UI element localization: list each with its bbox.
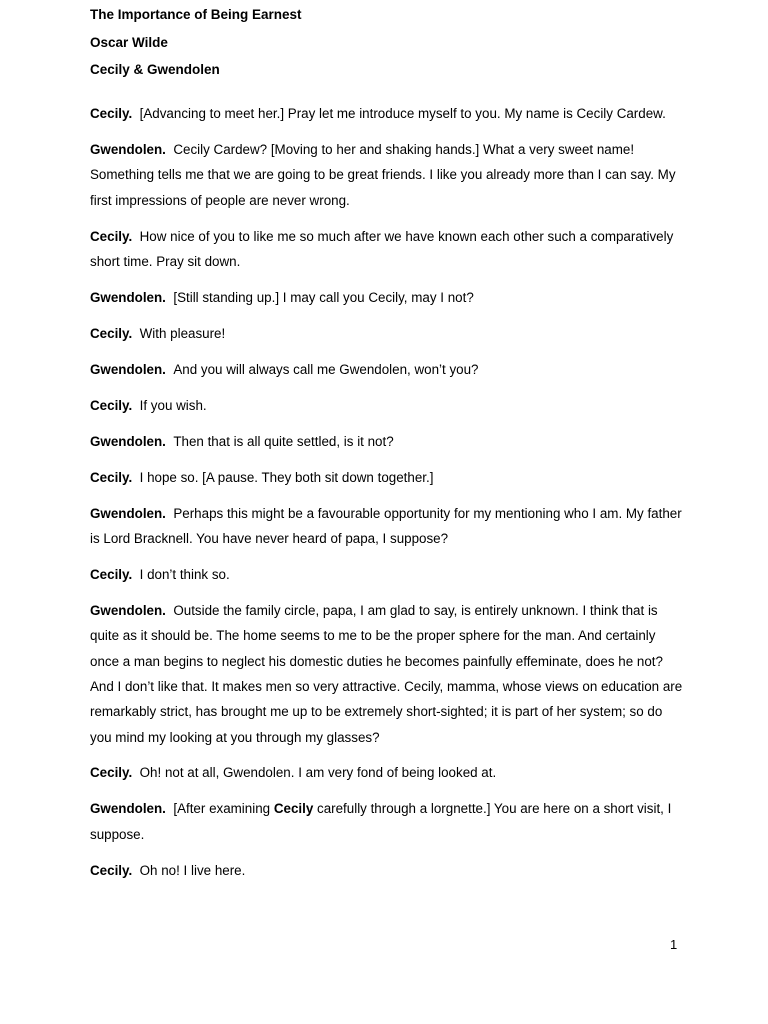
line-text: With pleasure! <box>139 325 226 341</box>
dialogue-line <box>90 321 685 346</box>
play-title: The Importance of Being Earnest <box>90 7 302 22</box>
dialogue-line <box>90 137 685 213</box>
dialogue-line <box>90 858 685 883</box>
scene-heading: Cecily & Gwendolen <box>90 62 220 77</box>
dialogue-line <box>90 760 685 785</box>
dialogue-line <box>90 285 685 310</box>
line-text: Outside the family circle, papa, I am glad to say, is entirely unknown. I think that is quite as it should be. The home seems to me to be the proper sphere for the man. And certainly once a man begins to neglect his domestic duties he becomes painfully effeminate, does he not? And I don’t like that. It makes men so very attractive. Cecily, mamma, whose views on education are remarkably strict, has brought me up to be extremely short-sighted; it is part of her system; so do you mind my looking at you through my glasses? <box>90 603 683 745</box>
author-name: Oscar Wilde <box>90 34 168 50</box>
dialogue-body <box>90 101 685 894</box>
dialogue-line <box>90 224 685 275</box>
character-name-bold: Cecily <box>273 801 314 817</box>
document-header <box>90 6 690 89</box>
speaker-name: Gwendolen. <box>90 505 166 521</box>
line-text: And you will always call me Gwendolen, won’t you? <box>173 361 479 377</box>
speaker-name: Gwendolen. <box>90 433 166 449</box>
dialogue-line <box>90 501 685 552</box>
line-text: Oh! not at all, Gwendolen. I am very fond of being looked at. <box>139 765 497 781</box>
speaker-name: Gwendolen. <box>90 141 166 157</box>
dialogue-line <box>90 796 685 847</box>
speaker-name: Cecily. <box>90 325 133 341</box>
speaker-name: Cecily. <box>90 106 133 121</box>
speaker-name: Gwendolen. <box>90 361 166 377</box>
speaker-name: Gwendolen. <box>90 801 166 817</box>
dialogue-line <box>90 465 685 490</box>
line-text: If you wish. <box>139 397 207 413</box>
line-text: How nice of you to like me so much after we have known each other such a comparatively short time. Pray sit down. <box>90 228 674 269</box>
line-text: Oh no! I live here. <box>139 862 246 878</box>
speaker-name: Cecily. <box>90 765 133 781</box>
dialogue-line <box>90 562 685 587</box>
line-text-before: [After examining <box>173 801 274 817</box>
speaker-name: Gwendolen. <box>90 603 166 619</box>
speaker-name: Cecily. <box>90 862 133 878</box>
line-text: I don’t think so. <box>139 567 230 583</box>
line-text: Then that is all quite settled, is it not? <box>173 433 394 449</box>
dialogue-line <box>90 393 685 418</box>
dialogue-line <box>90 101 685 126</box>
line-text: [Still standing up.] I may call you Cecily, may I not? <box>173 289 474 305</box>
line-text: Perhaps this might be a favourable opportunity for my mentioning who I am. My father is Lord Bracknell. You have never heard of papa, I suppose? <box>90 505 682 547</box>
dialogue-line <box>90 357 685 382</box>
line-text: Cecily Cardew? [Moving to her and shaking hands.] What a very sweet name! Something tells me that we are going to be great friends. I like you already more than I can say. My first impressions of people are never wrong. <box>90 141 676 208</box>
speaker-name: Cecily. <box>90 567 133 583</box>
dialogue-line <box>90 598 685 750</box>
speaker-name: Gwendolen. <box>90 289 166 305</box>
line-text: I hope so. [A pause. They both sit down together.] <box>139 469 434 485</box>
line-text: [Advancing to meet her.] Pray let me introduce myself to you. My name is Cecily Cardew. <box>139 106 666 121</box>
dialogue-line <box>90 429 685 454</box>
page-number: 1 <box>670 937 678 952</box>
speaker-name: Cecily. <box>90 228 133 244</box>
speaker-name: Cecily. <box>90 397 133 413</box>
speaker-name: Cecily. <box>90 469 133 485</box>
line-text-after: carefully through a lorgnette.] You are here on a short visit, I suppose. <box>90 801 672 842</box>
